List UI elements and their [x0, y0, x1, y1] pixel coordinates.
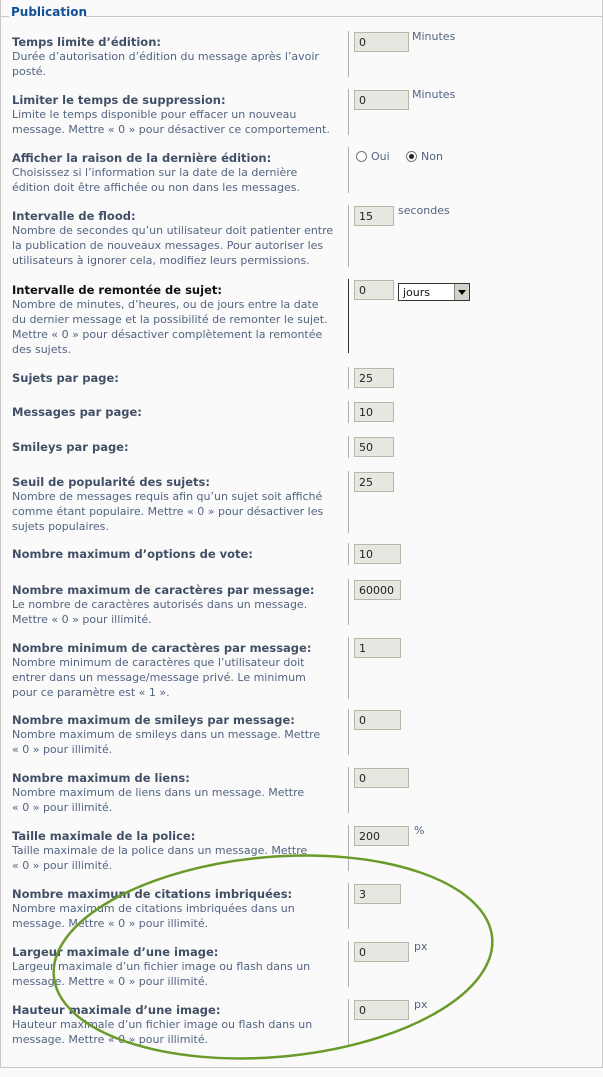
setting-description: Nombre de messages requis afin qu’un sujet soit affiché [12, 490, 323, 503]
setting-description: message. Mettre « 0 » pour désactiver ce comportement. [12, 123, 330, 136]
setting-description: entrer dans un message/message privé. Le minimum [12, 671, 306, 684]
column-divider [348, 147, 349, 193]
setting-label: Intervalle de remontée de sujet: [12, 283, 222, 297]
unit-label: Minutes [412, 88, 456, 101]
setting-input[interactable]: 60000 [354, 580, 401, 600]
setting-label: Nombre maximum de liens: [12, 771, 190, 785]
setting-input[interactable]: 0 [354, 280, 394, 300]
unit-label: secondes [398, 204, 450, 217]
setting-description: Le nombre de caractères autorisés dans un message. [12, 598, 308, 611]
setting-description: Nombre maximum de smileys dans un message. Mettre [12, 728, 321, 741]
setting-input[interactable]: 200 [354, 826, 409, 846]
setting-label: Nombre minimum de caractères par message: [12, 641, 312, 655]
column-divider [348, 279, 349, 353]
column-divider [348, 637, 349, 699]
setting-description: Mettre « 0 » pour illimité. [12, 613, 152, 626]
setting-label: Nombre maximum d’options de vote: [12, 547, 253, 561]
setting-label: Messages par page: [12, 405, 142, 419]
unit-label: px [414, 998, 428, 1011]
fieldset-border [85, 16, 602, 17]
fieldset-border [1, 16, 9, 17]
interval-unit-select[interactable] [398, 283, 470, 301]
setting-label: Temps limite d’édition: [12, 35, 161, 49]
setting-description: pour ce paramètre est « 1 ». [12, 686, 170, 699]
setting-description: des sujets. [12, 343, 72, 356]
setting-label: Nombre maximum de caractères par message: [12, 583, 315, 597]
setting-input[interactable]: 0 [354, 1000, 409, 1020]
setting-description: message. Mettre « 0 » pour illimité. [12, 917, 209, 930]
setting-input[interactable]: 0 [354, 768, 409, 788]
column-divider [348, 543, 349, 565]
setting-label: Intervalle de flood: [12, 209, 136, 223]
setting-description: Nombre minimum de caractères que l’utilisateur doit [12, 656, 305, 669]
setting-label: Hauteur maximale d’une image: [12, 1003, 221, 1017]
unit-label: px [414, 940, 428, 953]
setting-label: Smileys par page: [12, 440, 129, 454]
setting-description: utilisateurs à ignorer cela, modifiez leurs permissions. [12, 254, 310, 267]
setting-description: comme étant populaire. Mettre « 0 » pour désactiver les [12, 505, 324, 518]
yes-radio-label[interactable]: Oui [371, 150, 390, 163]
column-divider [348, 401, 349, 423]
column-divider [348, 89, 349, 135]
column-divider [348, 436, 349, 458]
setting-label: Taille maximale de la police: [12, 829, 196, 843]
unit-label: % [414, 824, 425, 837]
column-divider [348, 709, 349, 755]
select-value: jours [403, 286, 431, 299]
setting-description: Nombre maximum de citations imbriquées dans un [12, 902, 295, 915]
setting-input[interactable]: 50 [354, 437, 394, 457]
column-divider [348, 471, 349, 533]
setting-description: « 0 » pour illimité. [12, 743, 113, 756]
no-radio[interactable] [406, 151, 417, 162]
setting-input[interactable]: 0 [354, 710, 401, 730]
unit-label: Minutes [412, 30, 456, 43]
yes-radio[interactable] [356, 151, 367, 162]
setting-description: Mettre « 0 » pour désactiver complètement la remontée [12, 328, 323, 341]
setting-input[interactable]: 3 [354, 884, 401, 904]
setting-description: Hauteur maximale d’un fichier image ou flash dans un [12, 1018, 313, 1031]
column-divider [348, 205, 349, 267]
setting-label: Sujets par page: [12, 371, 119, 385]
setting-input[interactable]: 0 [354, 942, 409, 962]
no-radio-label[interactable]: Non [421, 150, 443, 163]
setting-description: Choisissez si l’information sur la date de la dernière [12, 166, 298, 179]
column-divider [348, 941, 349, 987]
setting-description: Nombre maximum de liens dans un message. Mettre [12, 786, 305, 799]
setting-description: Largeur maximale d’un fichier image ou flash dans un [12, 960, 311, 973]
setting-input[interactable]: 10 [354, 544, 401, 564]
setting-description: message. Mettre « 0 » pour illimité. [12, 975, 209, 988]
column-divider [348, 579, 349, 625]
setting-description: édition doit être affichée ou non dans les messages. [12, 181, 301, 194]
setting-description: « 0 » pour illimité. [12, 859, 113, 872]
column-divider [348, 767, 349, 813]
setting-description: la publication de nouveaux messages. Pour autoriser les [12, 239, 324, 252]
setting-description: Nombre de secondes qu’un utilisateur doit patienter entre [12, 224, 334, 237]
setting-description: Taille maximale de la police dans un message. Mettre [12, 844, 308, 857]
setting-input[interactable]: 0 [354, 32, 409, 52]
setting-description: message. Mettre « 0 » pour illimité. [12, 1033, 209, 1046]
setting-input[interactable]: 25 [354, 368, 394, 388]
setting-description: Durée d’autorisation d’édition du message après l’avoir [12, 50, 319, 63]
setting-input[interactable]: 0 [354, 90, 409, 110]
column-divider [348, 883, 349, 929]
setting-input[interactable]: 1 [354, 638, 401, 658]
setting-label: Afficher la raison de la dernière édition: [12, 151, 272, 165]
setting-description: sujets populaires. [12, 520, 109, 533]
column-divider [348, 367, 349, 389]
setting-label: Limiter le temps de suppression: [12, 93, 226, 107]
setting-input[interactable]: 10 [354, 402, 394, 422]
setting-description: du dernier message et la possibilité de remonter le sujet. [12, 313, 328, 326]
setting-description: posté. [12, 65, 47, 78]
setting-description: « 0 » pour illimité. [12, 801, 113, 814]
setting-description: Nombre de minutes, d’heures, ou de jours entre la date [12, 298, 319, 311]
setting-label: Nombre maximum de smileys par message: [12, 713, 295, 727]
column-divider [348, 999, 349, 1045]
chevron-down-icon[interactable] [454, 284, 469, 300]
setting-label: Nombre maximum de citations imbriquées: [12, 887, 293, 901]
column-divider [348, 31, 349, 77]
section-title: Publication [11, 5, 88, 19]
column-divider [348, 825, 349, 871]
setting-label: Largeur maximale d’une image: [12, 945, 219, 959]
setting-label: Seuil de popularité des sujets: [12, 475, 210, 489]
setting-input[interactable]: 15 [354, 206, 394, 226]
setting-input[interactable]: 25 [354, 472, 394, 492]
setting-description: Limite le temps disponible pour effacer un nouveau [12, 108, 297, 121]
